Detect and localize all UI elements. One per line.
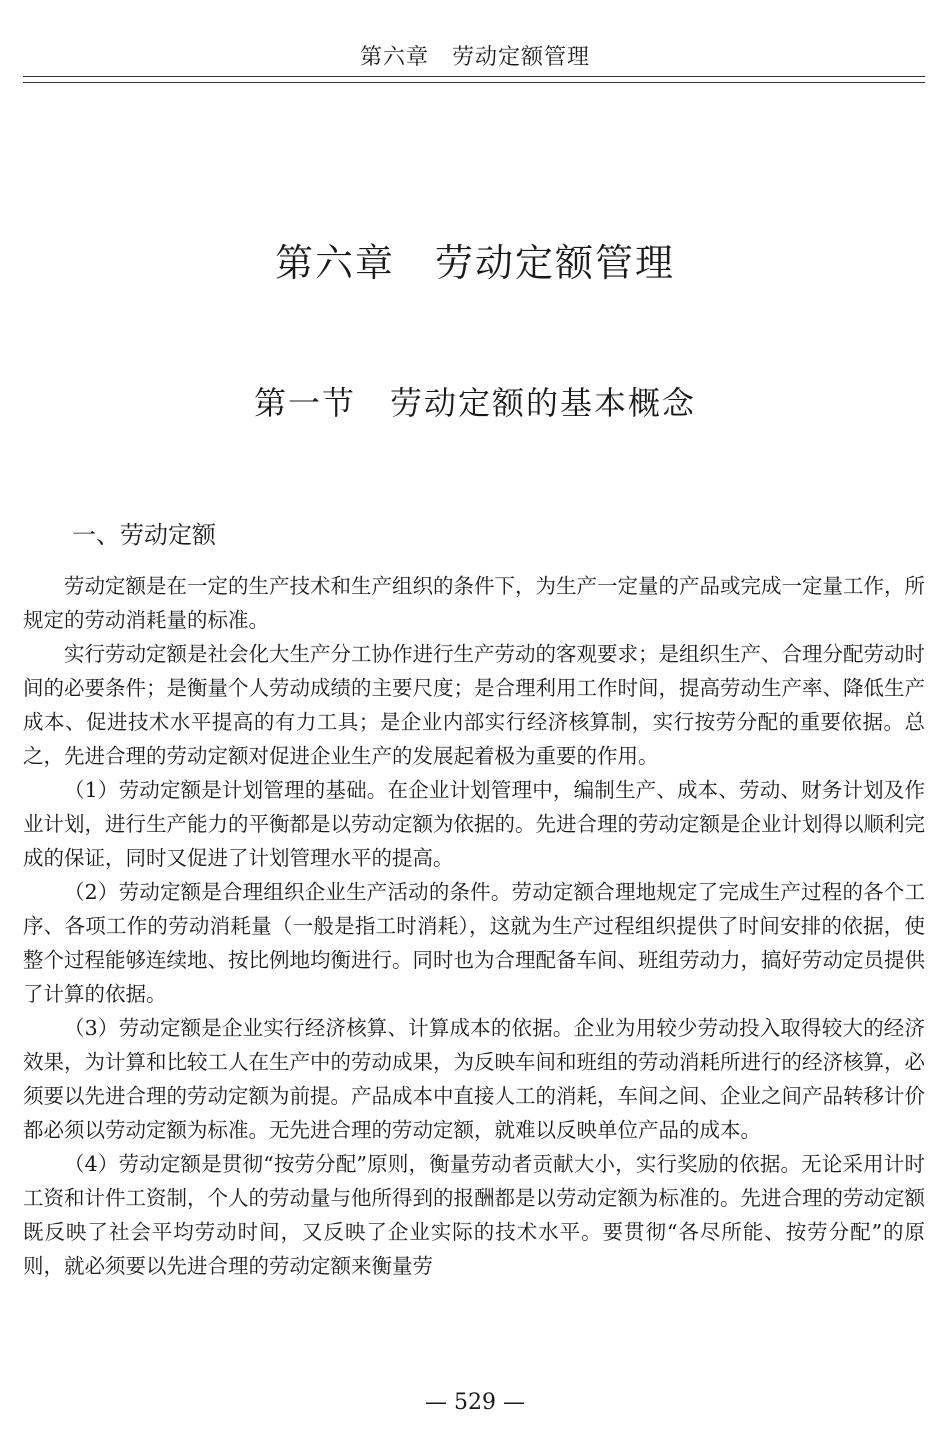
paragraph-significance: 实行劳动定额是社会化大生产分工协作进行生产劳动的客观要求；是组织生产、合理分配劳动时间的必要条件；是衡量个人劳动成绩的主要尺度；是合理利用工作时间，提高劳动生产率、降低生产成本、促进技术水平提高的有力工具；是企业内部实行经济核算制，实行按劳分配的重要依据。总之，先进合理的劳动定额对促进企业生产的发展起着极为重要的作用。: [23, 642, 925, 768]
running-header: 第六章 劳动定额管理: [359, 45, 590, 70]
paragraph-definition: 劳动定额是在一定的生产技术和生产组织的条件下，为生产一定量的产品或完成一定量工作，所规定的劳动消耗量的标准。: [23, 574, 925, 632]
paragraph-point-2: （2）劳动定额是合理组织企业生产活动的条件。劳动定额合理地规定了完成生产过程的各个工序、各项工作的劳动消耗量（一般是指工时消耗），这就为生产过程组织提供了时间安排的依据，使整个过程能够连续地、按比例地均衡进行。同时也为合理配备车间、班组劳动力，搞好劳动定员提供了计算的依据。: [23, 880, 925, 1006]
body-text: [23, 569, 925, 1283]
header-double-rule: [23, 76, 925, 83]
chapter-title: 第六章 劳动定额管理: [274, 241, 675, 285]
paragraph-point-1: （1）劳动定额是计划管理的基础。在企业计划管理中，编制生产、成本、劳动、财务计划及作业计划，进行生产能力的平衡都是以劳动定额为依据的。先进合理的劳动定额是企业计划得以顺利完成的保证，同时又促进了计划管理水平的提高。: [23, 778, 925, 870]
paragraph-point-3: （3）劳动定额是企业实行经济核算、计算成本的依据。企业为用较少劳动投入取得较大的经济效果，为计算和比较工人在生产中的劳动成果，为反映车间和班组的劳动消耗所进行的经济核算，必须要以先进合理的劳动定额为前提。产品成本中直接人工的消耗，车间之间、企业之间产品转移计价都必须以劳动定额为标准。无先进合理的劳动定额，就难以反映单位产品的成本。: [23, 1016, 925, 1142]
subheading: 一、劳动定额: [72, 521, 216, 549]
paragraph-point-4: （4）劳动定额是贯彻“按劳分配”原则，衡量劳动者贡献大小，实行奖励的依据。无论采用计时工资和计件工资制，个人的劳动量与他所得到的报酬都是以劳动定额为标准的。先进合理的劳动定额既反映了社会平均劳动时间，又反映了企业实际的技术水平。要贯彻“各尽所能、按劳分配”的原则，就必须要以先进合理的劳动定额来衡量劳: [23, 1152, 925, 1278]
section-title: 第一节 劳动定额的基本概念: [253, 384, 696, 422]
page-number: — 529 —: [425, 1390, 525, 1415]
